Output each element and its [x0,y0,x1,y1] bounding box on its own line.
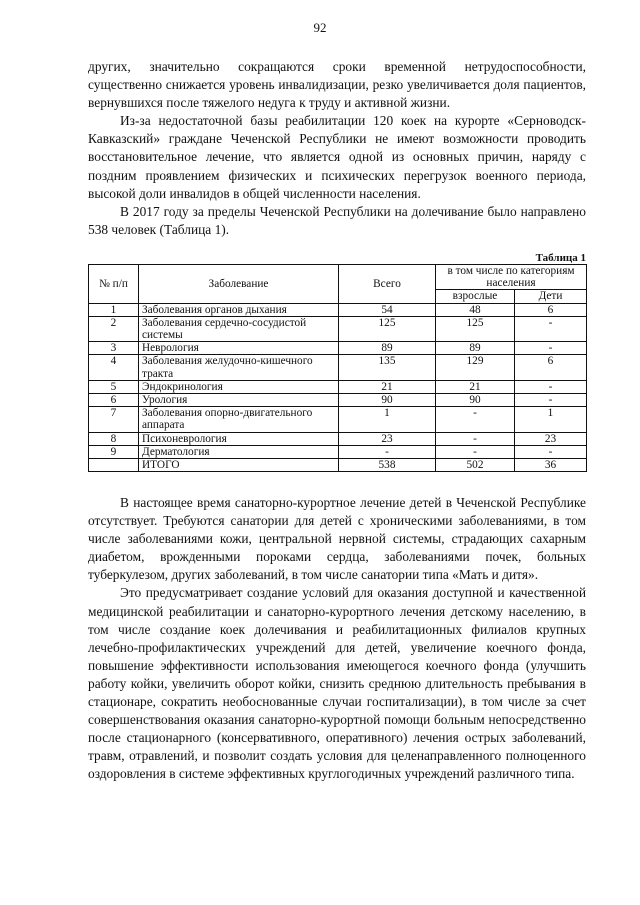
cell-total: 90 [339,394,436,407]
body-text [88,494,586,784]
cell-disease: Заболевания опорно-двигательного аппарата [139,407,339,432]
cell-children: 6 [515,355,587,380]
table-row [89,316,587,341]
cell-adults: 90 [436,394,515,407]
cell-num: 7 [89,407,139,432]
cell-num: 9 [89,445,139,458]
cell-children: - [515,445,587,458]
header-children: Дети [515,290,587,303]
cell-num: 8 [89,432,139,445]
cell-adults: 129 [436,355,515,380]
cell-children: 23 [515,432,587,445]
cell-disease: ИТОГО [139,459,339,472]
cell-children: 6 [515,303,587,316]
page-number: 92 [313,20,327,35]
cell-num: 2 [89,316,139,341]
cell-num [89,459,139,472]
header-group: в том числе по категориям населения [436,265,587,290]
referral-table [88,264,587,472]
cell-total: 23 [339,432,436,445]
cell-adults: 125 [436,316,515,341]
header-adults: взрослые [436,290,515,303]
table-total-row [89,459,587,472]
cell-children: 36 [515,459,587,472]
table-row [89,303,587,316]
cell-disease: Психоневрология [139,432,339,445]
cell-children: - [515,342,587,355]
table-row [89,445,587,458]
header-total: Всего [339,265,436,304]
cell-total: 135 [339,355,436,380]
cell-total: 89 [339,342,436,355]
cell-total: 125 [339,316,436,341]
body-paragraph-2: Это предусматривает создание условий для оказания доступной и качественной медицинской реабилитации и санаторно-курортного лечения детскому населению, в том числе создание коек долечивания и реабилитационных филиалов крупных лечебно-профилактических учреждений для детей, увеличение коечного фонда, повышение эффективности использования имеющегося коечного фонда (улучшить работу койки, увеличить оборот койки, снизить среднюю длительность пребывания в стационаре, сократить необоснованные случаи госпитализации), в том числе за счет совершенствования оказания санаторно-курортной помощи больным непосредственно после стационарного (консервативного, оперативного) лечения острых заболеваний, травм, отравлений, и позволит создать условия для целенаправленного полноценного оздоровления в системе эффективных круглогодичных учреждений различного типа. [88,585,586,782]
intro-paragraph-3: В 2017 году за пределы Чеченской Республики на долечивание было направлено 538 человек (Таблица 1). [88,203,586,237]
cell-disease: Дерматология [139,445,339,458]
table-row [89,432,587,445]
cell-adults: - [436,407,515,432]
cell-num: 6 [89,394,139,407]
table-caption: Таблица 1 [535,252,586,264]
header-num: № п/п [89,265,139,304]
cell-adults: 48 [436,303,515,316]
cell-total: - [339,445,436,458]
cell-children: 1 [515,407,587,432]
cell-children: - [515,316,587,341]
table-row [89,342,587,355]
cell-adults: 502 [436,459,515,472]
cell-adults: - [436,432,515,445]
cell-adults: - [436,445,515,458]
cell-total: 1 [339,407,436,432]
table-row [89,355,587,380]
cell-num: 1 [89,303,139,316]
cell-total: 538 [339,459,436,472]
body-paragraph-1: В настоящее время санаторно-курортное лечение детей в Чеченской Республике отсутствует. Требуются санатории для детей с хроническими заболеваниями, в том числе заболеваниями кожи, центральной нервной системы, страдающих сахарным диабетом, врожденными пороками сердца, заболеваниями почек, больных туберкулезом, других заболеваний, в том числе санатории типа «Мать и дитя». [88,495,586,583]
cell-adults: 89 [436,342,515,355]
intro-paragraph-1: других, значительно сокращаются сроки временной нетрудоспособности, существенно снижается уровень инвалидизации, резко увеличивается доля пациентов, вернувшихся после тяжелого недуга к труду и активной жизни. [88,59,586,111]
intro-text [88,58,586,239]
cell-num: 4 [89,355,139,380]
cell-disease: Урология [139,394,339,407]
table-body [89,303,587,472]
table-row [89,394,587,407]
cell-children: - [515,380,587,393]
table-header-row [89,265,587,290]
cell-disease: Эндокринология [139,380,339,393]
cell-disease: Заболевания желудочно-кишечного тракта [139,355,339,380]
cell-total: 21 [339,380,436,393]
cell-children: - [515,394,587,407]
cell-adults: 21 [436,380,515,393]
intro-paragraph-2: Из-за недостаточной базы реабилитации 120 коек на курорте «Серноводск-Кавказский» граждане Чеченской Республики не имеют возможности проводить восстановительное лечение, что является одной из основных причин, наряду с поздним проявлением физических и психических перегрузок военного периода, высокой доли инвалидов в общей численности населения. [88,113,586,201]
cell-disease: Заболевания органов дыхания [139,303,339,316]
cell-total: 54 [339,303,436,316]
header-disease: Заболевание [139,265,339,304]
table-row [89,380,587,393]
cell-num: 5 [89,380,139,393]
cell-disease: Заболевания сердечно-сосудистой системы [139,316,339,341]
cell-num: 3 [89,342,139,355]
table-row [89,407,587,432]
cell-disease: Неврология [139,342,339,355]
